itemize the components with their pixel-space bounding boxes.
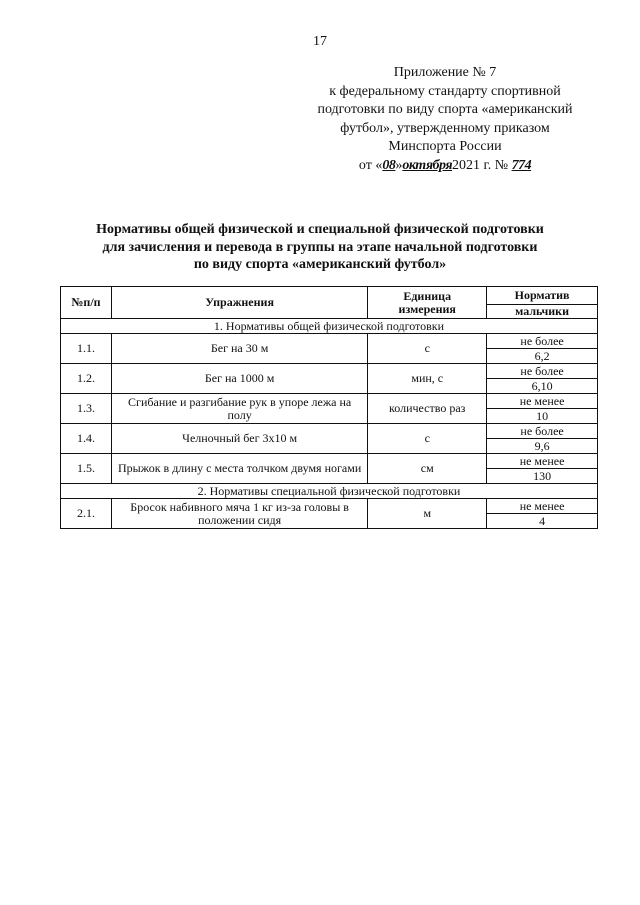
- date-day: 08: [382, 157, 396, 173]
- row-qualifier: не более: [487, 424, 598, 439]
- appendix-title: Приложение № 7: [393, 65, 497, 80]
- row-unit: мин, с: [368, 364, 487, 394]
- date-month: октября: [402, 157, 453, 173]
- date-year: 2021 г. №: [452, 157, 509, 173]
- date-mid: »: [395, 157, 403, 173]
- row-value: 6,10: [487, 379, 598, 394]
- row-exercise: Прыжок в длину с места толчком двумя ногами: [111, 454, 367, 484]
- row-num: 1.4.: [61, 424, 112, 454]
- table-row: [61, 364, 598, 379]
- order-number: 774: [511, 157, 532, 173]
- table-row: [61, 424, 598, 439]
- section-row: [61, 319, 598, 334]
- title-line: для зачисления и перевода в группы на этапе начальной подготовки: [102, 239, 538, 255]
- row-qualifier: не менее: [487, 394, 598, 409]
- header-unit-line1: Единица: [403, 288, 452, 303]
- row-num: 1.2.: [61, 364, 112, 394]
- header-num: №п/п: [61, 287, 112, 319]
- title-line: Нормативы общей физической и специальной физической подготовки: [96, 222, 544, 237]
- appendix-line: к федеральному стандарту спортивной: [329, 83, 561, 99]
- row-exercise: Челночный бег 3х10 м: [111, 424, 367, 454]
- row-num: 1.1.: [61, 334, 112, 364]
- appendix-line: футбол», утвержденному приказом: [340, 120, 550, 136]
- row-exercise: Сгибание и разгибание рук в упоре лежа на полу: [111, 394, 367, 424]
- row-unit: с: [368, 334, 487, 364]
- header-norm: Норматив: [487, 287, 598, 305]
- row-qualifier: не более: [487, 334, 598, 349]
- section-title: 1. Нормативы общей физической подготовки: [61, 319, 598, 334]
- row-qualifier: не менее: [487, 454, 598, 469]
- document-title: [40, 221, 600, 274]
- row-qualifier: не более: [487, 364, 598, 379]
- table-row: [61, 499, 598, 514]
- appendix-line: подготовки по виду спорта «американский: [317, 102, 573, 117]
- table-header-row: [61, 287, 598, 305]
- section-row: [61, 484, 598, 499]
- row-value: 130: [487, 469, 598, 484]
- row-unit: см: [368, 454, 487, 484]
- appendix-header: [300, 64, 590, 175]
- appendix-line: Минспорта России: [388, 139, 502, 154]
- row-qualifier: не менее: [487, 499, 598, 514]
- section-title: 2. Нормативы специальной физической подготовки: [61, 484, 598, 499]
- norms-table: [60, 286, 598, 529]
- appendix-date-line: [300, 157, 590, 176]
- page-number: 17: [313, 34, 327, 49]
- row-value: 10: [487, 409, 598, 424]
- row-value: 9,6: [487, 439, 598, 454]
- header-boys: мальчики: [487, 305, 598, 319]
- row-exercise: Бросок набивного мяча 1 кг из-за головы в положении сидя: [111, 499, 367, 529]
- table-row: [61, 394, 598, 409]
- table-row: [61, 454, 598, 469]
- row-exercise: Бег на 1000 м: [111, 364, 367, 394]
- row-unit: количество раз: [368, 394, 487, 424]
- row-unit: с: [368, 424, 487, 454]
- row-num: 1.3.: [61, 394, 112, 424]
- header-unit: [368, 287, 487, 319]
- header-unit-line2: измерения: [398, 301, 456, 316]
- date-prefix: от «: [358, 157, 383, 173]
- title-line: по виду спорта «американский футбол»: [193, 257, 447, 272]
- table-row: [61, 334, 598, 349]
- row-unit: м: [368, 499, 487, 529]
- row-num: 1.5.: [61, 454, 112, 484]
- row-value: 6,2: [487, 349, 598, 364]
- row-exercise: Бег на 30 м: [111, 334, 367, 364]
- header-exercise: Упражнения: [111, 287, 367, 319]
- row-value: 4: [487, 514, 598, 529]
- row-num: 2.1.: [61, 499, 112, 529]
